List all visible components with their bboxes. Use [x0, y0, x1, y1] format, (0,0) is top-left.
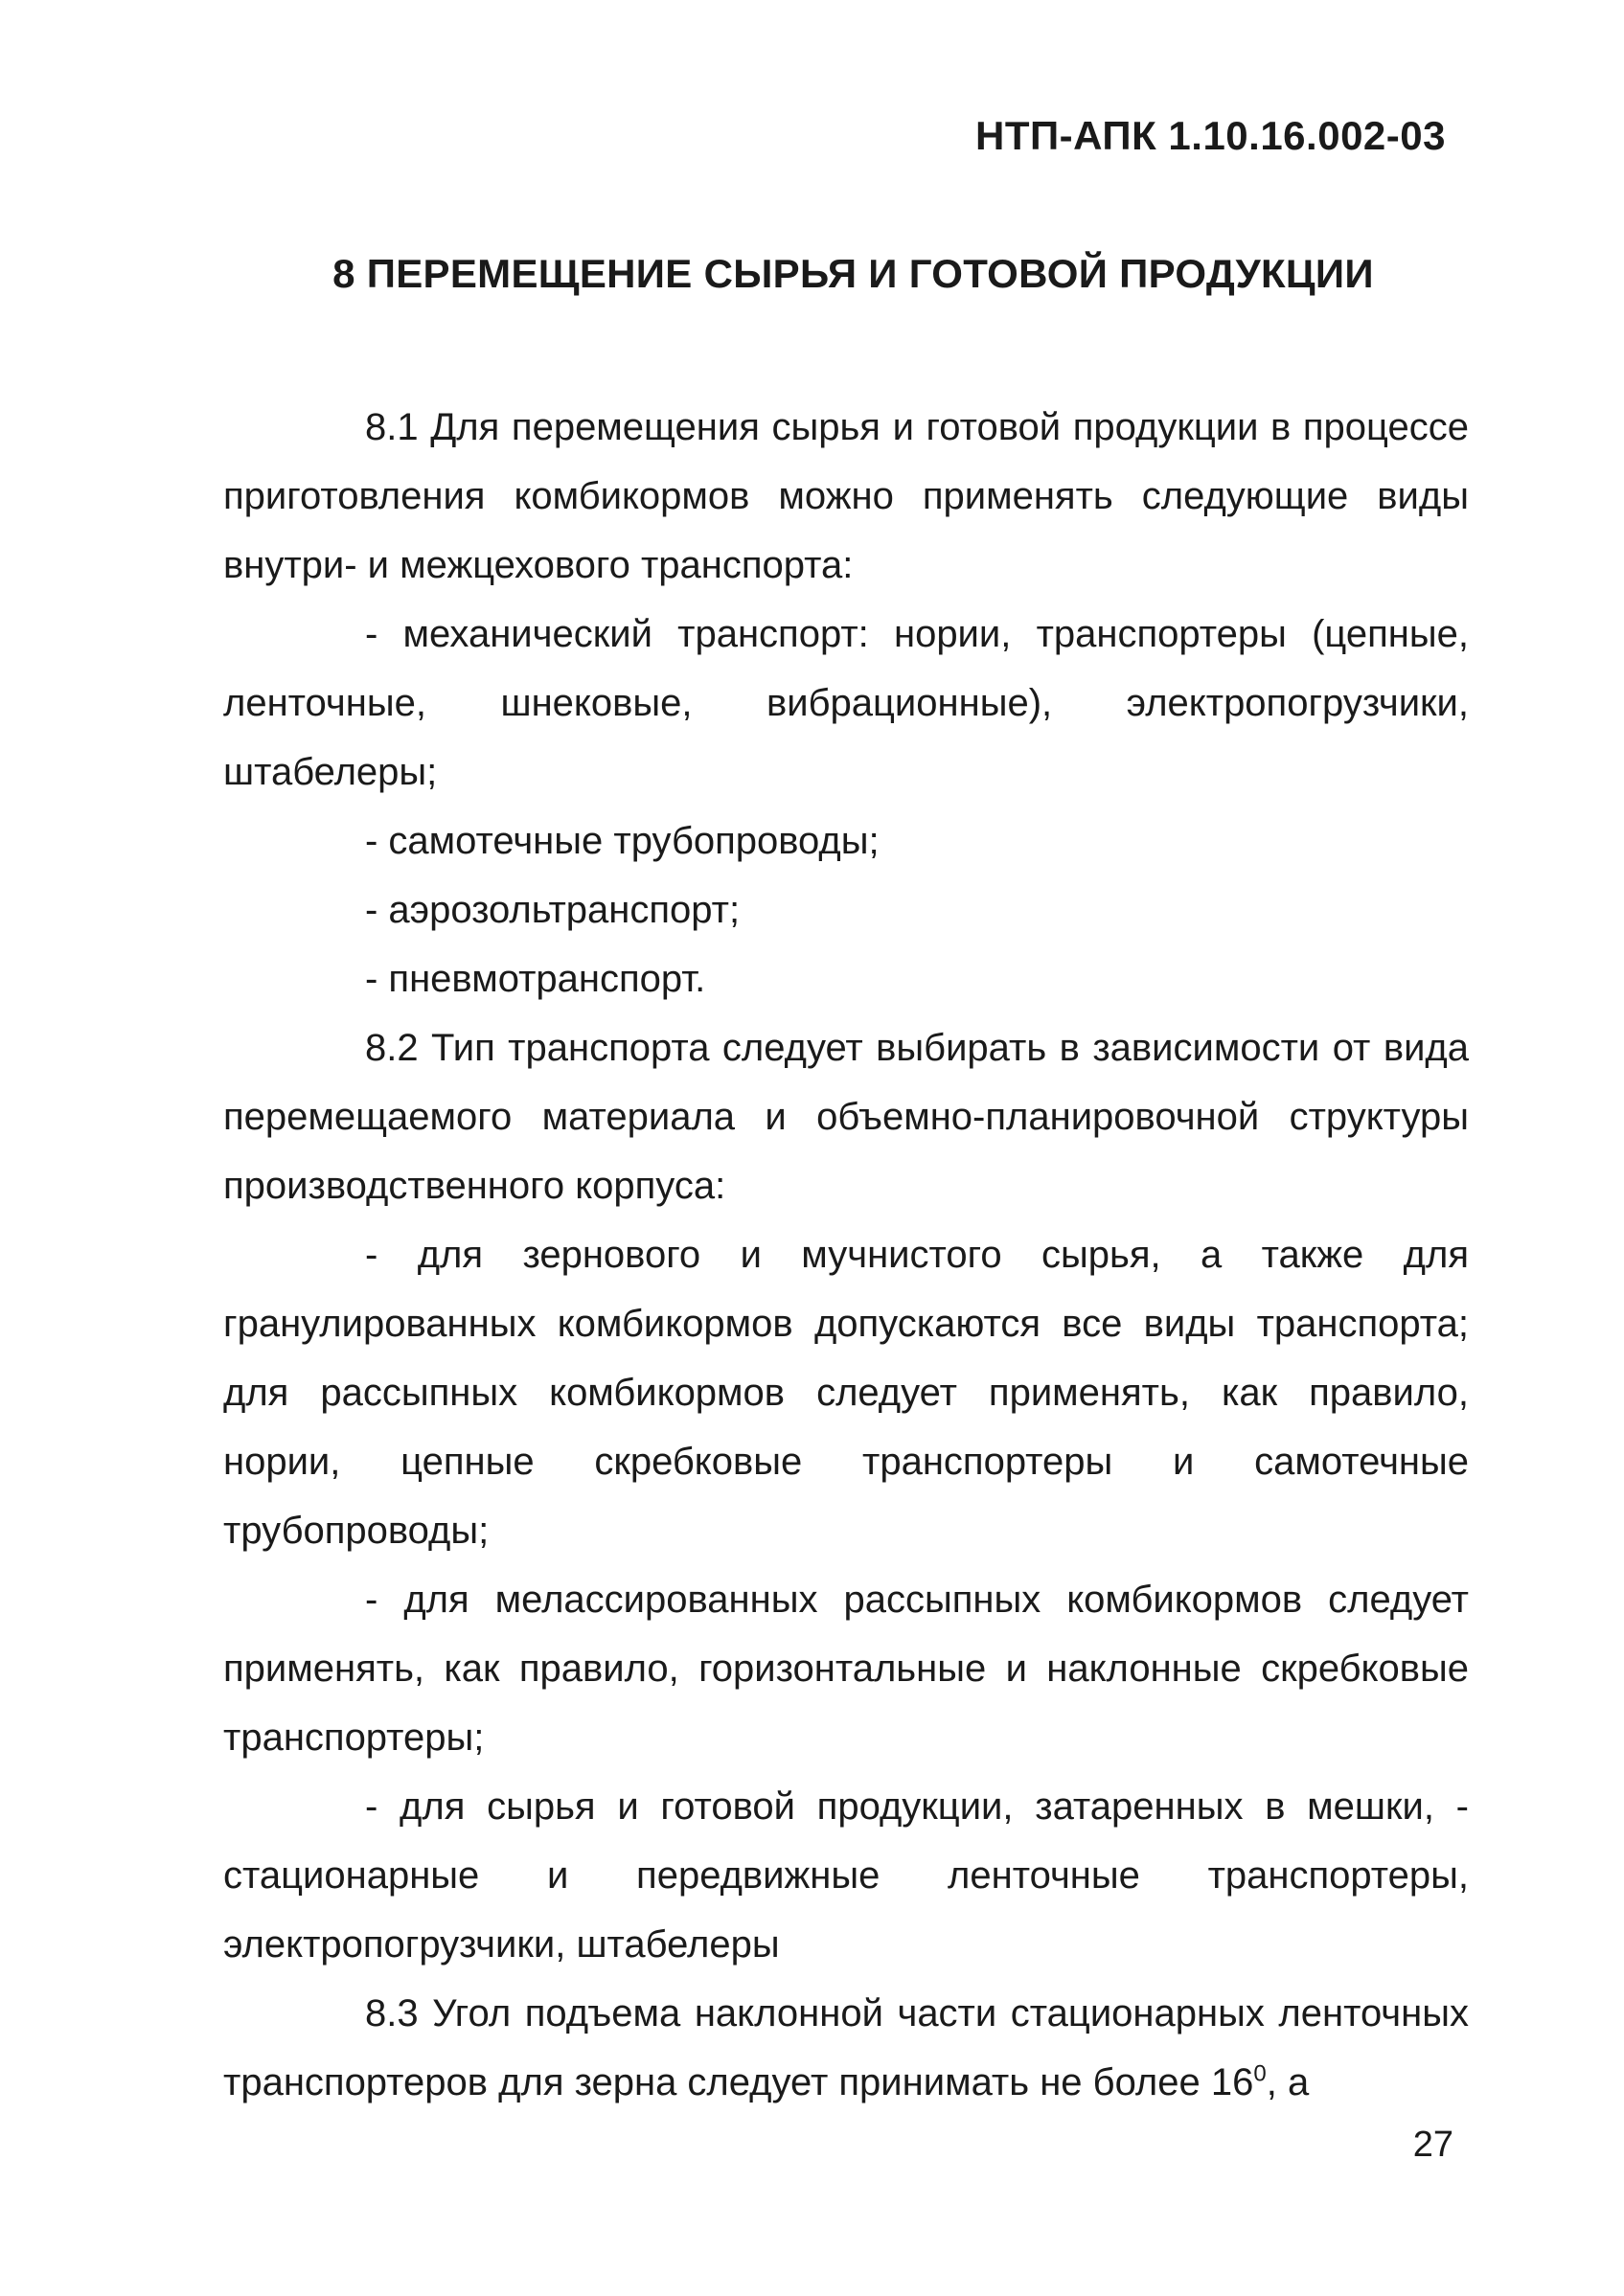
document-code: НТП-АПК 1.10.16.002-03: [974, 113, 1446, 158]
list-item-pneumatic-transport: - пневмотранспорт.: [365, 958, 706, 1000]
list-item-bagged-products: - для сырья и готовой продукции, затаренных в мешки, - стационарные и передвижные ленточные транспортеры, электропогрузчики, штабелеры: [223, 1785, 1469, 1966]
list-item-mechanical-transport: - механический транспорт: нории, транспортеры (цепные, ленточные, шнековые, вибрационные), электропогрузчики, штабелеры;: [223, 613, 1469, 793]
list-item-molassed-feeds: - для мелассированных рассыпных комбикормов следует применять, как правило, горизонтальные и наклонные скребковые транспортеры;: [223, 1579, 1469, 1759]
paragraph-8-2: 8.2 Тип транспорта следует выбирать в зависимости от вида перемещаемого материала и объемно-планировочной структуры производственного корпуса:: [223, 1027, 1469, 1207]
section-body: [223, 393, 1469, 2117]
paragraph-8-3-text: 8.3 Угол подъема наклонной части стационарных ленточных транспортеров для зерна следует принимать не более 16: [223, 1992, 1469, 2103]
paragraph-8-3: [223, 1979, 1469, 2117]
paragraph-8-1: 8.1 Для перемещения сырья и готовой продукции в процессе приготовления комбикормов можно применять следующие виды внутри- и межцехового транспорта:: [223, 406, 1469, 586]
list-item-grain-and-flour: - для зернового и мучнистого сырья, а также для гранулированных комбикормов допускаются все виды транспорта; для рассыпных комбикормов следует применять, как правило, нории, цепные скребковые транспортеры и самотечные трубопроводы;: [223, 1234, 1469, 1552]
section-title: 8 ПЕРЕМЕЩЕНИЕ СЫРЬЯ И ГОТОВОЙ ПРОДУКЦИИ: [332, 251, 1374, 296]
list-item-aerosol-transport: - аэрозольтранспорт;: [365, 889, 741, 931]
list-item-gravity-pipelines: - самотечные трубопроводы;: [365, 820, 880, 862]
degree-superscript: 0: [1253, 2060, 1267, 2087]
page-number: 27: [1412, 2125, 1453, 2165]
paragraph-8-3-tail: , а: [1266, 2061, 1310, 2103]
